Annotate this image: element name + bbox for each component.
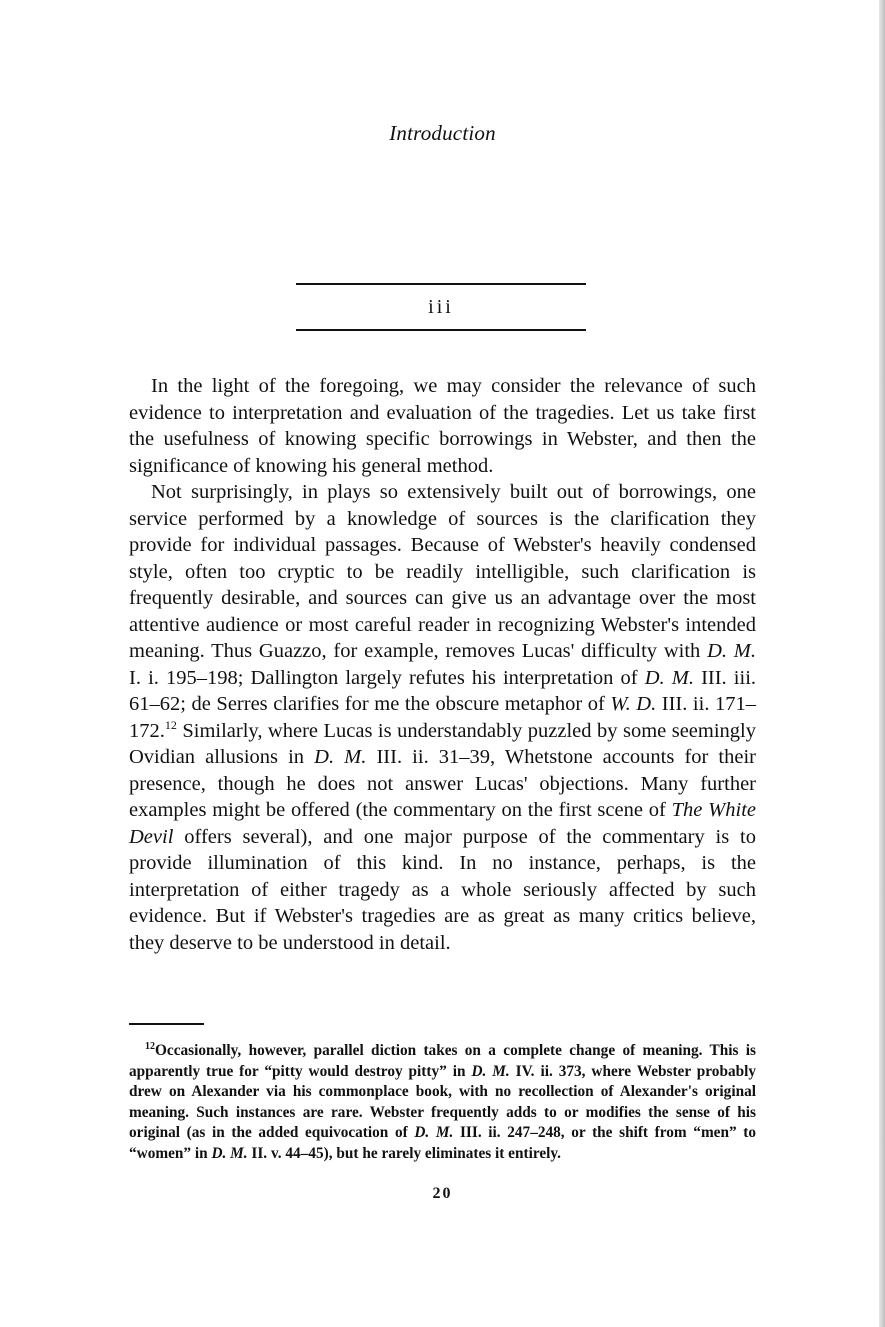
paragraph-2-text: offers several), and one major purpose of the commentary is to provide illumination of this kind. In no instance, perhaps, is the interpretation of either tragedy as a whole seriously affected by such evidence. But if Webster's tragedies are as great as many critics believe, they deserve to be understood in detail. <box>129 825 756 954</box>
footnote-rule <box>129 1023 204 1025</box>
footnote-text: Occasionally, however, parallel diction takes on a complete change of meaning. This is apparently true for “pitty would destroy pitty” in <box>129 1042 756 1080</box>
paragraph-2-text: I. i. 195–198; Dallington largely refutes his interpretation of <box>129 666 638 689</box>
page-number: 20 <box>432 1185 453 1202</box>
paragraph-2-text: III. ii. 171–172. <box>129 693 757 742</box>
section-rule-bottom <box>296 329 586 331</box>
footnote-text: II. v. 44–45), but he rarely eliminates it entirely. <box>251 1144 562 1162</box>
play-abbrev: D. M. <box>211 1144 248 1162</box>
play-abbrev: D. M. <box>707 640 757 662</box>
play-abbrev: D. M. <box>414 1124 454 1142</box>
play-abbrev: D. M. <box>471 1062 510 1080</box>
paragraph-2-text: Not surprisingly, in plays so extensively built out of borrowings, one service performed by a knowledge of sources is the clarification they provide for individual passages. Because of Webster's heavily condensed style, often too cryptic to be readily intelligible, such clarification is frequently desirable, and sources can give us an advantage over the most attentive audience or most careful reader in recognizing Webster's intended meaning. Thus Guazzo, for example, removes Lucas' difficulty with <box>129 481 756 662</box>
section-number: iii <box>428 296 454 318</box>
play-abbrev: W. D. <box>610 693 657 715</box>
paragraph-2 <box>129 479 756 956</box>
paragraph-2-text: III. ii. 31–39, Whetstone accounts for their presence, though he does not answer Lucas' objections. Many further examples might be offered (the commentary on the first scene of <box>129 746 757 821</box>
footnote <box>129 1041 756 1165</box>
footnote-reference: 12 <box>164 717 177 732</box>
page-edge <box>879 0 885 1327</box>
footnote-text: III. ii. 247–248, or the shift from “men” to “women” in <box>129 1124 757 1162</box>
play-abbrev: D. M. <box>314 746 367 768</box>
paragraph-2-text: III. iii. 61–62; de Serres clarifies for me the obscure metaphor of <box>129 666 757 715</box>
play-title: The White Devil <box>129 799 756 848</box>
body-text <box>129 373 756 956</box>
running-head: Introduction <box>389 121 496 145</box>
play-abbrev: D. M. <box>644 666 694 689</box>
section-rule-top <box>296 283 586 285</box>
footnote-mark: 12 <box>145 1040 155 1052</box>
paragraph-2-text: Similarly, where Lucas is understandably puzzled by some seemingly Ovidian allusions in <box>129 719 756 768</box>
paragraph-1: In the light of the foregoing, we may consider the relevance of such evidence to interpretation and evaluation of the tragedies. Let us take first the usefulness of knowing specific borrowings in Webster, and then the significance of knowing his general method. <box>129 375 756 477</box>
footnote-text: IV. ii. 373, where Webster probably drew on Alexander via his commonplace book, with no recollection of Alexander's original meaning. Such instances are rare. Webster frequently adds to or modifies the sense of his original (as in the added equivocation of <box>129 1062 757 1142</box>
